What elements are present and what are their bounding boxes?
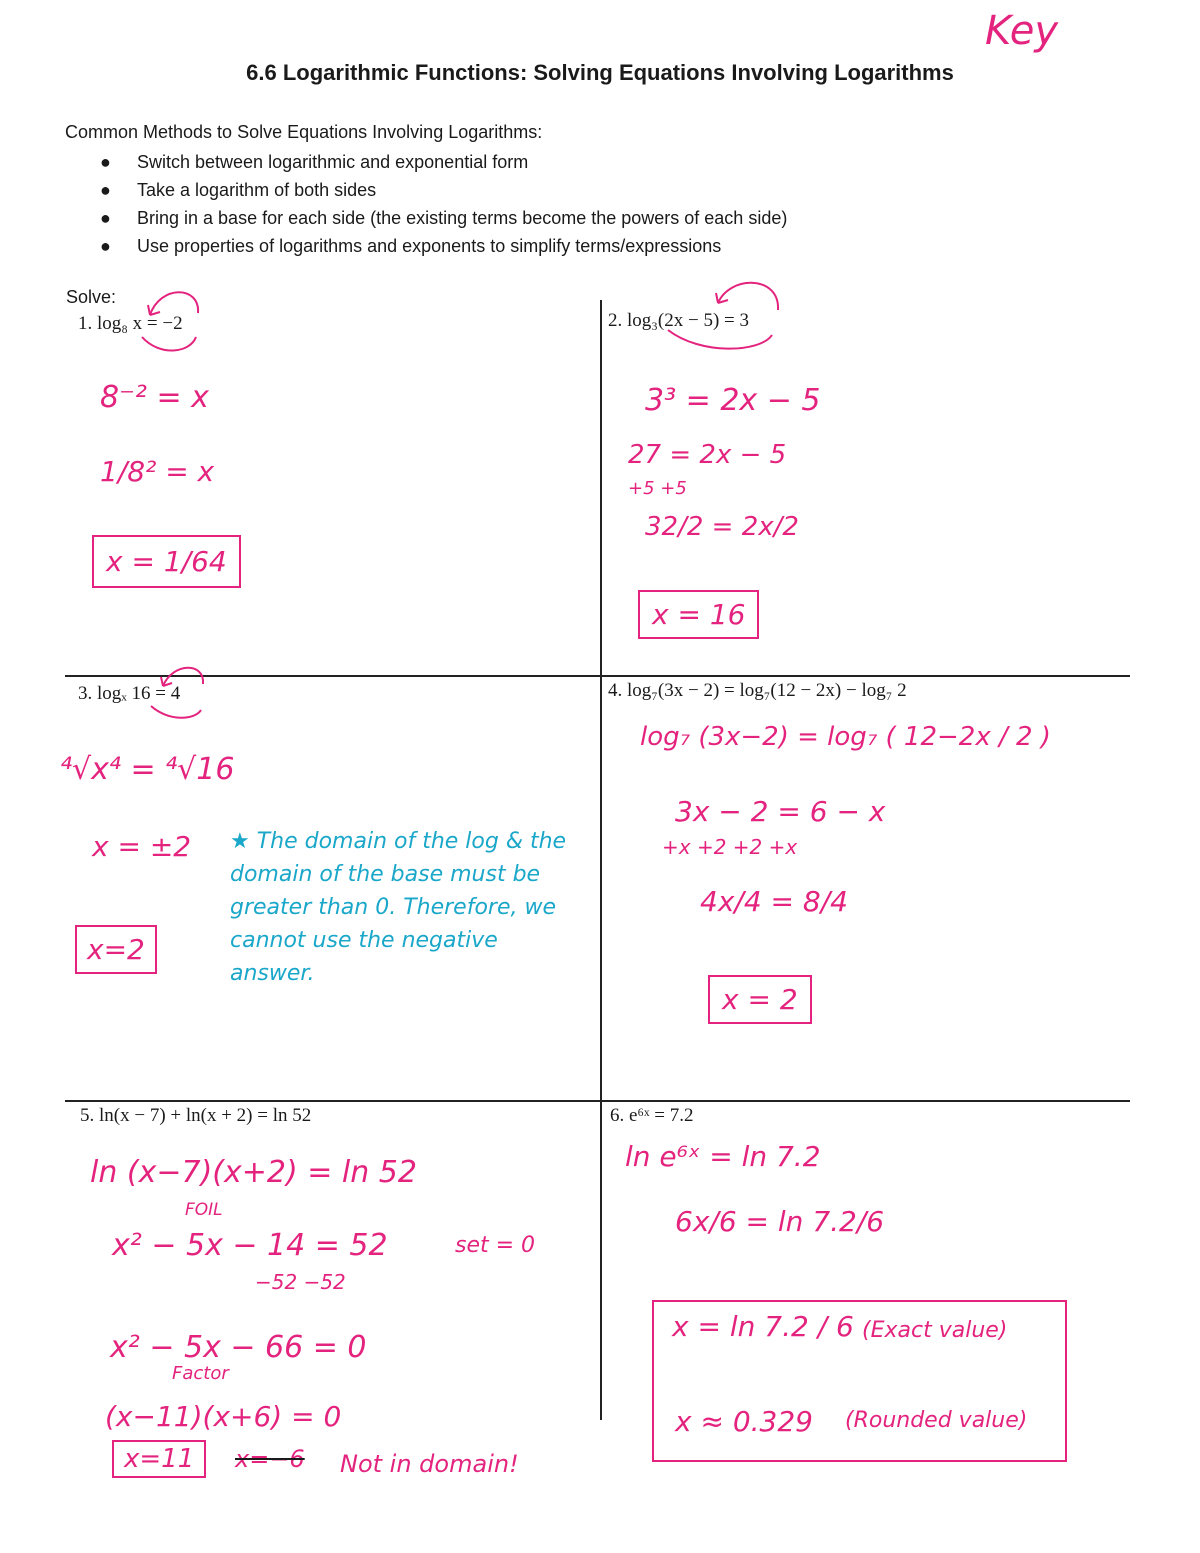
p6-step-1: ln e⁶ˣ = ln 7.2: [625, 1140, 821, 1173]
p5-step-4: x² − 5x − 66 = 0: [110, 1330, 367, 1365]
p2-step-2: 27 = 2x − 5: [628, 440, 787, 470]
p5-step-2: x² − 5x − 14 = 52: [112, 1228, 388, 1263]
p3-step-1: ⁴√x⁴ = ⁴√16: [60, 752, 235, 787]
p4-step-3: +x +2 +2 +x: [662, 835, 798, 859]
bullet-icon: ●: [100, 236, 111, 256]
p6-step-2: 6x/6 = ln 7.2/6: [675, 1205, 885, 1238]
problem-3-statement: 3. logₓ 16 = 4: [78, 683, 181, 704]
p5-answer: x=11: [112, 1440, 206, 1478]
p3-step-2: x = ±2: [92, 830, 192, 863]
problem-4-statement: 4. log₇(3x − 2) = log₇(12 − 2x) − log₇ 2: [608, 680, 907, 701]
grid-divider-row1: [65, 675, 1130, 677]
methods-heading: Common Methods to Solve Equations Involving Logarithms:: [65, 122, 543, 142]
list-item: [100, 148, 787, 176]
solve-label: Solve:: [66, 287, 117, 307]
bullet-icon: ●: [100, 152, 111, 172]
list-item: [100, 204, 787, 232]
arrow-icon: [130, 285, 210, 355]
p5-step-foil: FOIL: [185, 1200, 223, 1220]
p2-step-3: +5 +5: [628, 478, 687, 499]
p4-step-2: 3x − 2 = 6 − x: [675, 795, 886, 828]
method-text: Switch between logarithmic and exponential form: [137, 152, 529, 172]
list-item: [100, 232, 787, 260]
p6-answer-exact: x = ln 7.2 / 6: [672, 1310, 854, 1343]
p6-rounded-note: (Rounded value): [845, 1408, 1028, 1433]
p3-answer: x=2: [75, 925, 157, 974]
p5-step-1: ln (x−7)(x+2) = ln 52: [90, 1155, 417, 1190]
p2-step-1: 3³ = 2x − 5: [645, 383, 821, 418]
p2-step-4: 32/2 = 2x/2: [645, 512, 799, 542]
problem-5-statement: 5. ln(x − 7) + ln(x + 2) = ln 52: [80, 1105, 312, 1126]
p2-answer: x = 16: [638, 590, 759, 639]
grid-divider-row2: [65, 1100, 1130, 1102]
problem-2-statement: 2. log₃(2x − 5) = 3: [608, 310, 749, 331]
p5-step-factor: Factor: [172, 1363, 229, 1384]
p6-exact-note: (Exact value): [862, 1318, 1008, 1343]
list-item: [100, 176, 787, 204]
bullet-icon: ●: [100, 180, 111, 200]
p1-step-2: 1/8² = x: [100, 455, 215, 488]
method-text: Take a logarithm of both sides: [137, 180, 377, 200]
p5-step-5: (x−11)(x+6) = 0: [105, 1400, 342, 1433]
p1-step-1: 8⁻² = x: [100, 380, 209, 415]
arrow-icon: [145, 662, 215, 722]
p5-rejected: x=−6: [235, 1445, 305, 1473]
problem-1-statement: 1. log₈ x = −2: [78, 313, 183, 334]
p3-domain-note: ★ The domain of the log & the domain of the base must be greater than 0. Therefore, we cannot use the negative answer.: [230, 829, 567, 986]
method-text: Use properties of logarithms and exponents to simplify terms/expressions: [137, 236, 722, 256]
p1-answer: x = 1/64: [92, 535, 241, 588]
grid-divider-vertical: [600, 300, 602, 1420]
page-title: 6.6 Logarithmic Functions: Solving Equations Involving Logarithms: [246, 60, 954, 85]
p4-step-1: log₇ (3x−2) = log₇ ( 12−2x / 2 ): [640, 722, 1051, 752]
bullet-icon: ●: [100, 208, 111, 228]
methods-list: [100, 148, 787, 260]
p5-step-3: −52 −52: [255, 1270, 346, 1294]
p4-answer: x = 2: [708, 975, 812, 1024]
p5-set-zero: set = 0: [455, 1233, 536, 1258]
key-mark: Key: [985, 8, 1059, 54]
p4-step-4: 4x/4 = 8/4: [700, 885, 848, 918]
p5-rejected-note: Not in domain!: [340, 1450, 519, 1478]
problem-6-statement: 6. e⁶ˣ = 7.2: [610, 1105, 694, 1126]
p6-answer-rounded: x ≈ 0.329: [675, 1405, 813, 1438]
arrow-icon: [660, 275, 790, 355]
method-text: Bring in a base for each side (the existing terms become the powers of each side): [137, 208, 788, 228]
